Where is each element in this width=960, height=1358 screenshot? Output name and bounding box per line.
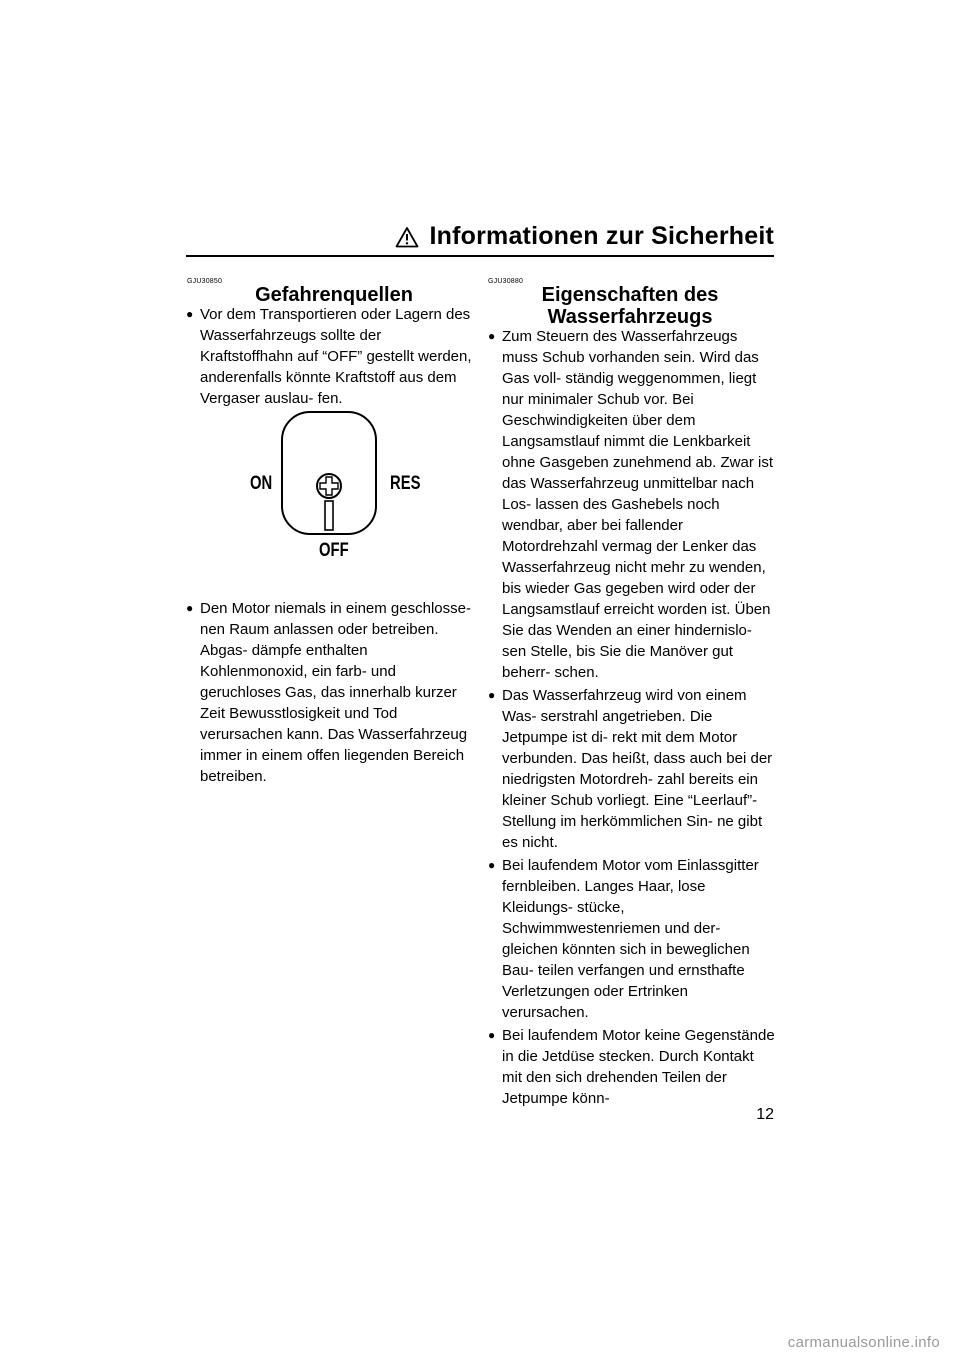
bullet-icon: ● xyxy=(488,688,496,702)
bullet-icon: ● xyxy=(488,329,496,343)
label-off: OFF xyxy=(319,540,349,561)
list-item xyxy=(488,685,776,853)
section-heading-right xyxy=(488,284,772,328)
section-code-left: GJU30850 xyxy=(187,278,223,285)
page-header xyxy=(186,222,774,256)
section-code-right: GJU30880 xyxy=(488,278,524,285)
warning-triangle-icon xyxy=(395,226,419,248)
section-heading-left: Gefahrenquellen xyxy=(255,284,413,306)
list-item xyxy=(488,1025,776,1109)
section-heading-right-line2: Wasserfahrzeugs xyxy=(547,306,713,328)
bullet-icon: ● xyxy=(488,1028,496,1042)
bullet-list-left xyxy=(186,304,476,409)
list-item-text: Bei laufendem Motor keine Gegenstände in die Jetdüse stecken. Durch Kontakt mit den sich drehenden Teilen der Jetpumpe könn- xyxy=(502,1027,775,1107)
list-item-text: Vor dem Transportieren oder Lagern des Wasserfahrzeugs sollte der Kraftstoffhahn auf “OFF” gestellt werden, anderenfalls könnte Kraftstoff aus dem Vergaser auslau- fen. xyxy=(200,306,472,407)
list-item-text: Zum Steuern des Wasserfahrzeugs muss Schub vorhanden sein. Wird das Gas voll- ständig weggenommen, liegt nur minimaler Schub vor. Bei Geschwindigkeiten über dem Langsamstlauf nimmt die Lenkbarkeit ohne Gasgeben zunehmend ab. Zwar ist das Wasserfahrzeug unmittelbar nach Los- lassen des Gashebels noch wendbar, aber bei fallender Motordrehzahl vermag der Lenker das Wasserfahrzeug nicht mehr zu wenden, bis wieder Gas gegeben wird oder der Langsamstlauf erreicht worden ist. Üben Sie das Wenden an einer hindernislo- sen Stelle, bis Sie die Manöver gut beherr- schen. xyxy=(502,328,774,681)
list-item-text: Den Motor niemals in einem geschlosse- nen Raum anlassen oder betreiben. Abgas- dämpfe enthalten Kohlenmonoxid, ein farb- und geruchloses Gas, das innerhalb kurzer Zeit Bewusstlosigkeit und Tod verursachen kann. Das Wasserfahrzeug immer in einem offen liegenden Bereich betreiben. xyxy=(200,600,471,785)
label-on: ON xyxy=(250,473,273,494)
header-title xyxy=(395,222,774,251)
header-title-text: Informationen zur Sicherheit xyxy=(429,222,774,250)
list-item xyxy=(186,598,476,787)
bullet-icon: ● xyxy=(186,601,194,615)
list-item xyxy=(186,304,476,409)
list-item xyxy=(488,326,776,683)
list-item-text: Bei laufendem Motor vom Einlassgitter fernbleiben. Langes Haar, lose Kleidungs- stücke, Schwimmwestenriemen und der- gleichen könnten sich in beweglichen Bau- teilen verfangen und ernsthafte Verletzungen oder Ertrinken verursachen. xyxy=(502,857,759,1021)
bullet-list-right xyxy=(488,326,776,1109)
header-divider xyxy=(186,255,774,257)
bullet-icon: ● xyxy=(186,307,194,321)
page-number: 12 xyxy=(756,1106,774,1123)
list-item-text: Das Wasserfahrzeug wird von einem Was- serstrahl angetrieben. Die Jetpumpe ist di- rekt mit dem Motor verbunden. Das heißt, dass auch bei der niedrigsten Motordreh- zahl bereits ein kleiner Schub vorliegt. Eine “Leerlauf”-Stellung im herkömmlichen Sin- ne gibt es nicht. xyxy=(502,687,773,851)
bullet-icon: ● xyxy=(488,858,496,872)
bullet-list-left-2 xyxy=(186,598,476,787)
section-heading-right-line1: Eigenschaften des xyxy=(541,284,719,306)
watermark-link[interactable]: carmanualsonline.info xyxy=(787,1334,940,1351)
label-res: RES xyxy=(390,473,421,494)
fuel-cock-diagram xyxy=(244,410,424,566)
list-item xyxy=(488,855,776,1023)
